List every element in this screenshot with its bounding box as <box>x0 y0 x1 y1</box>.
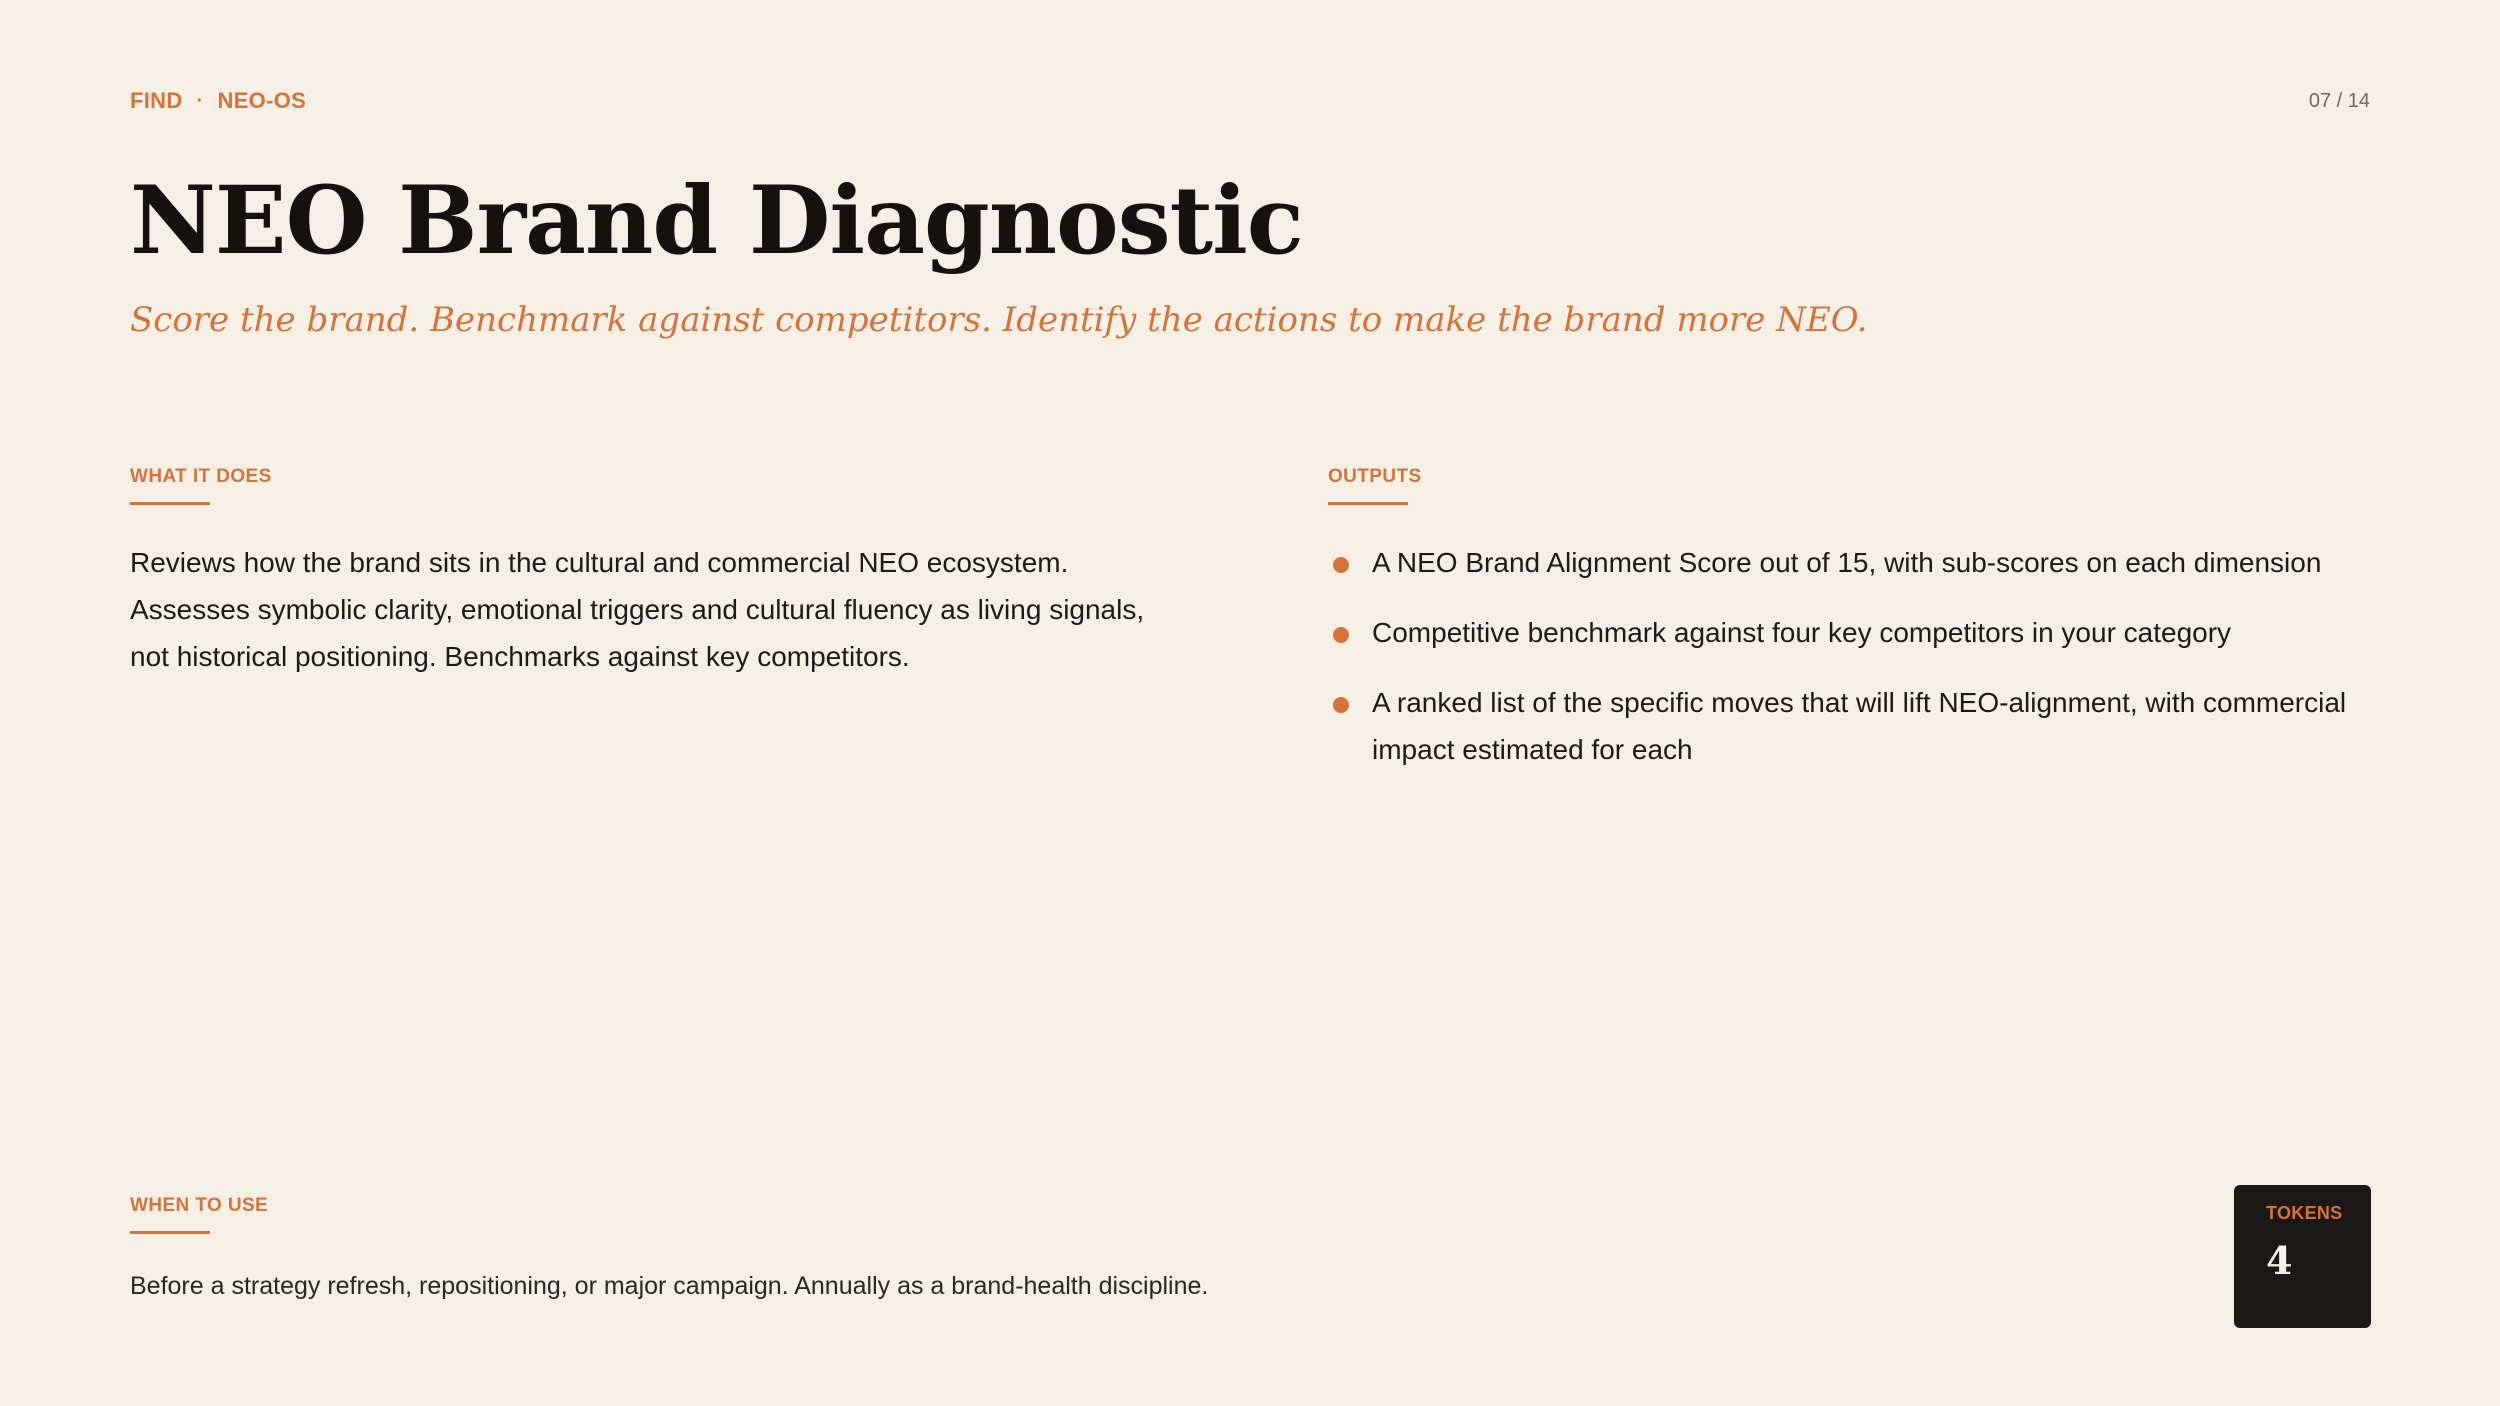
what-it-does-text: Reviews how the brand sits in the cultural and commercial NEO ecosystem. Assesses symbolic clarity, emotional triggers and cultural fluency as living signals, not historical positioning. Benchmarks against key competitors. <box>130 547 1145 672</box>
section-divider <box>130 502 210 505</box>
breadcrumb <box>130 88 306 114</box>
bullet-dot-icon <box>1333 627 1349 643</box>
bullet-dot-icon <box>1333 697 1349 713</box>
outputs-label: OUTPUTS <box>1328 466 1422 487</box>
tokens-label: TOKENS <box>2266 1203 2343 1223</box>
what-it-does-label: WHAT IT DOES <box>130 466 272 487</box>
list-item <box>1328 679 2378 773</box>
page-counter: 07 / 14 <box>2308 89 2370 112</box>
what-it-does-section <box>130 466 1190 680</box>
page-subtitle: Score the brand. Benchmark against competitors. Identify the actions to make the brand more NEO. <box>130 300 1868 340</box>
when-to-use-text: Before a strategy refresh, repositioning, or major campaign. Annually as a brand-health discipline. <box>130 1272 1209 1300</box>
output-item-text: A ranked list of the specific moves that will lift NEO-alignment, with commercial impact estimated for each <box>1372 687 2347 765</box>
tokens-card <box>2234 1185 2371 1328</box>
breadcrumb-item-find[interactable]: FIND <box>130 88 183 113</box>
section-divider <box>1328 502 1408 505</box>
top-bar <box>130 86 2370 116</box>
breadcrumb-separator: · <box>196 89 204 112</box>
tokens-value: 4 <box>2266 1238 2293 1283</box>
list-item <box>1328 609 2378 656</box>
outputs-list <box>1328 539 2378 773</box>
when-to-use-section <box>130 1195 1330 1303</box>
output-item-text: A NEO Brand Alignment Score out of 15, with sub-scores on each dimension <box>1372 547 2322 578</box>
when-to-use-label: WHEN TO USE <box>130 1195 269 1216</box>
breadcrumb-item-neo-os[interactable]: NEO-OS <box>217 88 307 113</box>
outputs-section <box>1328 466 2378 796</box>
list-item <box>1328 539 2378 586</box>
bullet-dot-icon <box>1333 557 1349 573</box>
output-item-text: Competitive benchmark against four key competitors in your category <box>1372 617 2232 648</box>
page-title: NEO Brand Diagnostic <box>130 166 1304 276</box>
section-divider <box>130 1231 210 1234</box>
